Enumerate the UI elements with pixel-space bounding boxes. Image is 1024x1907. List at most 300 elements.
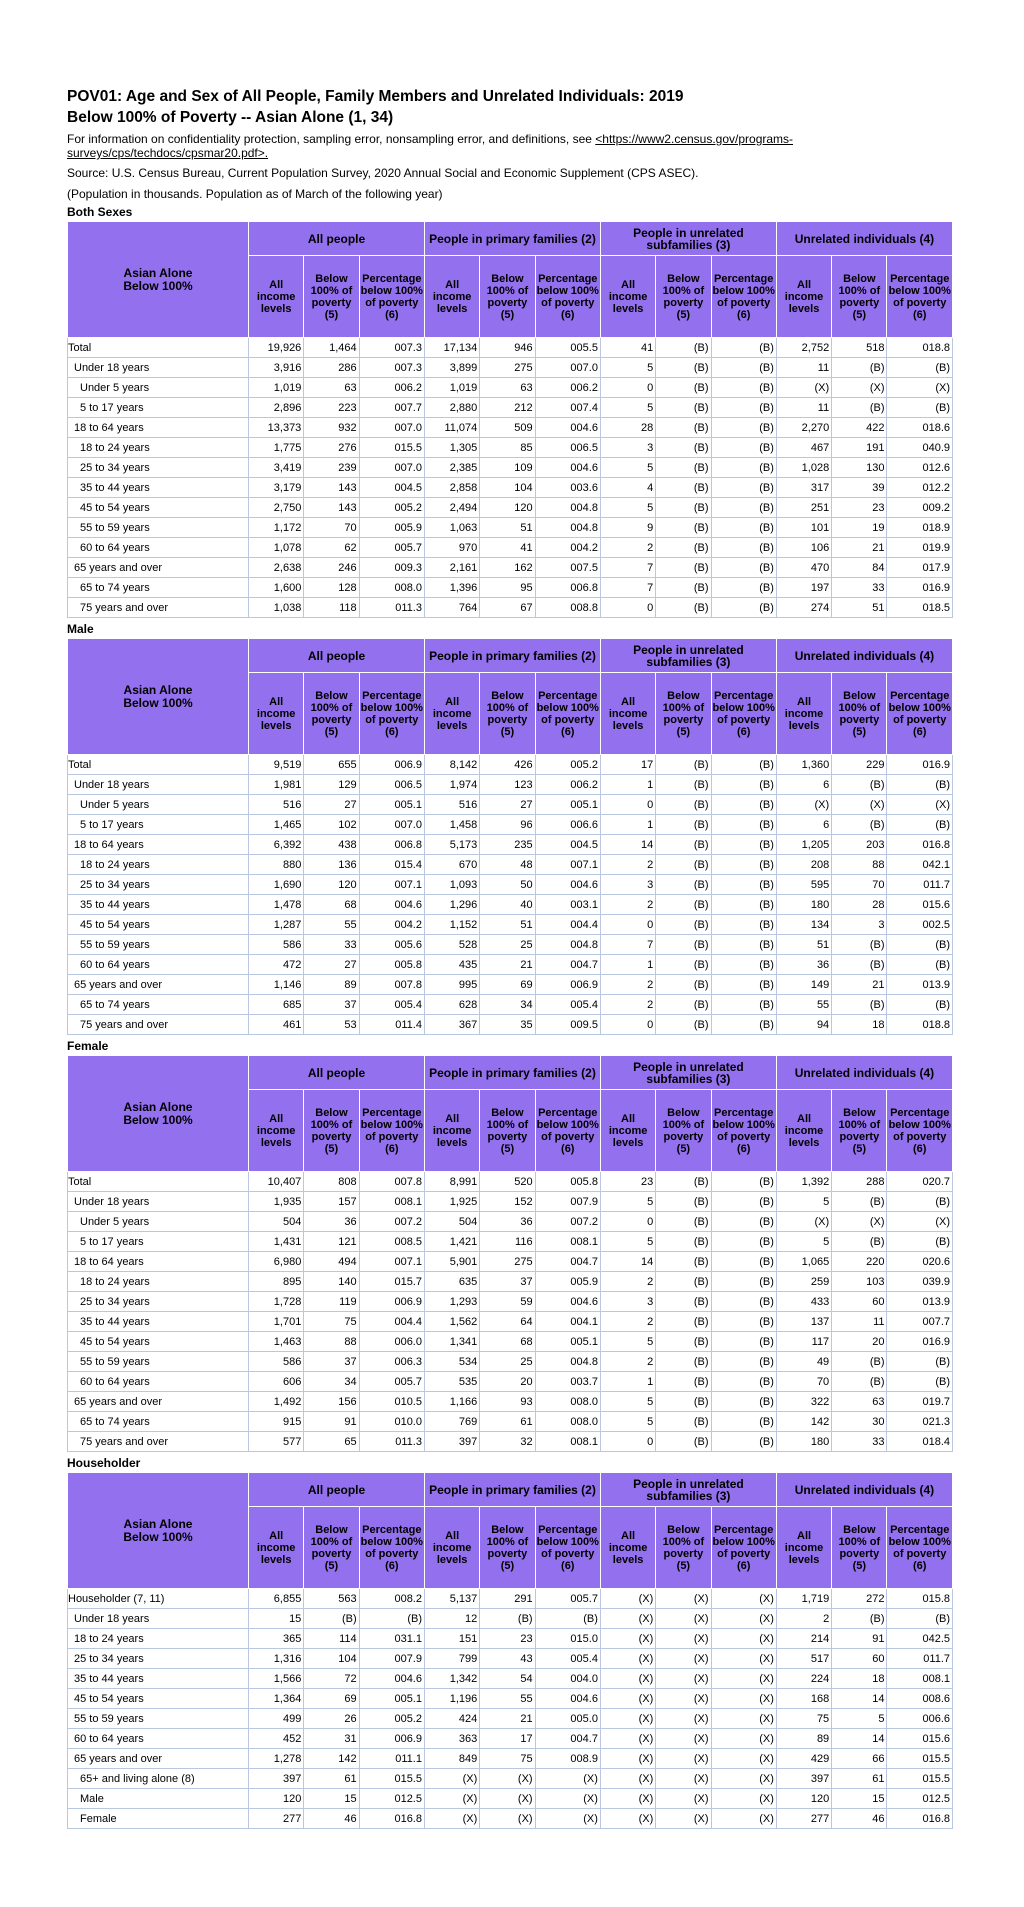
table-cell: 504 — [424, 1212, 479, 1232]
table-cell: 007.9 — [359, 1649, 424, 1669]
table-cell: 435 — [424, 955, 479, 975]
group-header: All people — [249, 639, 425, 673]
table-cell: 006.3 — [359, 1352, 424, 1372]
table-cell: (B) — [656, 398, 711, 418]
table-cell: (B) — [887, 935, 953, 955]
table-row — [68, 1352, 953, 1372]
table-cell: 2,494 — [424, 498, 479, 518]
table-cell: 528 — [424, 935, 479, 955]
table-cell: (B) — [535, 1609, 600, 1629]
table-cell: (B) — [711, 935, 776, 955]
table-cell: 104 — [304, 1649, 359, 1669]
techdocs-link[interactable]: <https://www2.census.gov/programs-surveys/cps/techdocs/cpsmar20.pdf>. — [67, 132, 794, 160]
table-cell: 006.2 — [359, 378, 424, 398]
table-cell: 2 — [600, 995, 655, 1015]
table-cell: 007.2 — [535, 1212, 600, 1232]
table-cell: 005.2 — [359, 1709, 424, 1729]
table-cell: 85 — [480, 438, 535, 458]
table-cell: 015.5 — [887, 1769, 953, 1789]
column-header: All income levels — [424, 256, 479, 338]
table-cell: 142 — [304, 1749, 359, 1769]
table-cell: 0 — [600, 1432, 655, 1452]
table-cell: 53 — [304, 1015, 359, 1035]
table-row — [68, 498, 953, 518]
table-row — [68, 1412, 953, 1432]
row-label: 5 to 17 years — [68, 815, 249, 835]
table-cell: 41 — [480, 538, 535, 558]
table-cell: 005.1 — [359, 795, 424, 815]
table-cell: 251 — [776, 498, 831, 518]
table-cell: 018.6 — [887, 418, 953, 438]
table-cell: (X) — [711, 1789, 776, 1809]
table-cell: (B) — [887, 358, 953, 378]
table-cell: 102 — [304, 815, 359, 835]
table-cell: 66 — [832, 1749, 887, 1769]
table-row — [68, 1372, 953, 1392]
table-cell: 130 — [832, 458, 887, 478]
table-cell: 140 — [304, 1272, 359, 1292]
table-row — [68, 895, 953, 915]
table-cell: 005.5 — [535, 338, 600, 358]
table-cell: 015.4 — [359, 855, 424, 875]
table-cell: 397 — [776, 1769, 831, 1789]
table-cell: 2,880 — [424, 398, 479, 418]
table-cell: (B) — [711, 438, 776, 458]
row-label: 35 to 44 years — [68, 1312, 249, 1332]
table-cell: (B) — [656, 458, 711, 478]
table-cell: 1,166 — [424, 1392, 479, 1412]
column-header: Below 100% of poverty (5) — [480, 256, 535, 338]
table-cell: 426 — [480, 755, 535, 775]
table-cell: (B) — [711, 1252, 776, 1272]
table-cell: 136 — [304, 855, 359, 875]
table-cell: (B) — [832, 815, 887, 835]
table-cell: 17 — [480, 1729, 535, 1749]
table-cell: 005.2 — [359, 498, 424, 518]
header-group-row — [68, 639, 953, 673]
table-cell: (X) — [600, 1649, 655, 1669]
group-header: All people — [249, 222, 425, 256]
table-cell: 018.8 — [887, 1015, 953, 1035]
table-cell: (B) — [656, 1432, 711, 1452]
group-header: People in primary families (2) — [424, 222, 600, 256]
table-cell: (B) — [711, 1192, 776, 1212]
table-cell: 20 — [832, 1332, 887, 1352]
table-cell: 004.4 — [359, 1312, 424, 1332]
table-cell: 21 — [832, 975, 887, 995]
table-cell: 016.9 — [887, 578, 953, 598]
table-cell: 009.3 — [359, 558, 424, 578]
table-cell: 015.6 — [887, 895, 953, 915]
table-cell: (X) — [424, 1809, 479, 1829]
table-cell: 1,028 — [776, 458, 831, 478]
table-cell: 004.2 — [535, 538, 600, 558]
table-cell: (X) — [656, 1609, 711, 1629]
table-cell: (X) — [832, 378, 887, 398]
column-header: Below 100% of poverty (5) — [304, 1507, 359, 1589]
table-cell: 005.4 — [535, 1649, 600, 1669]
column-header: All income levels — [424, 673, 479, 755]
table-cell: 006.9 — [359, 1729, 424, 1749]
table-cell: (B) — [656, 795, 711, 815]
table-cell: 1,364 — [249, 1689, 304, 1709]
column-header: Below 100% of poverty (5) — [480, 1090, 535, 1172]
column-header: All income levels — [600, 1090, 655, 1172]
table-cell: 3,916 — [249, 358, 304, 378]
table-cell: 117 — [776, 1332, 831, 1352]
table-cell: 114 — [304, 1629, 359, 1649]
table-row — [68, 538, 953, 558]
table-cell: (B) — [711, 558, 776, 578]
column-header: All income levels — [249, 256, 304, 338]
table-cell: 214 — [776, 1629, 831, 1649]
row-label: 55 to 59 years — [68, 518, 249, 538]
table-cell: 015.5 — [887, 1749, 953, 1769]
table-row — [68, 815, 953, 835]
table-cell: 151 — [424, 1629, 479, 1649]
column-header: Percentage below 100% of poverty (6) — [535, 1507, 600, 1589]
table-cell: 1,935 — [249, 1192, 304, 1212]
table-cell: 4 — [600, 478, 655, 498]
table-cell: (B) — [656, 835, 711, 855]
table-cell: 2,896 — [249, 398, 304, 418]
table-cell: 25 — [480, 935, 535, 955]
table-cell: 007.3 — [359, 358, 424, 378]
table-cell: 004.6 — [359, 895, 424, 915]
table-cell: 55 — [304, 915, 359, 935]
table-cell: 1,566 — [249, 1669, 304, 1689]
table-cell: 0 — [600, 795, 655, 815]
table-cell: 1,293 — [424, 1292, 479, 1312]
table-cell: 36 — [304, 1212, 359, 1232]
row-label: 18 to 64 years — [68, 835, 249, 855]
column-header: Below 100% of poverty (5) — [480, 673, 535, 755]
table-cell: (B) — [656, 815, 711, 835]
row-label: 25 to 34 years — [68, 458, 249, 478]
table-cell: 7 — [600, 578, 655, 598]
row-label: Householder (7, 11) — [68, 1589, 249, 1609]
table-cell: 042.5 — [887, 1629, 953, 1649]
table-cell: (B) — [656, 498, 711, 518]
table-cell: 69 — [304, 1689, 359, 1709]
table-cell: 1,981 — [249, 775, 304, 795]
table-cell: 015.6 — [887, 1729, 953, 1749]
table-cell: (X) — [600, 1589, 655, 1609]
table-cell: 504 — [249, 1212, 304, 1232]
table-cell: (B) — [711, 955, 776, 975]
table-cell: (X) — [600, 1709, 655, 1729]
table-cell: 499 — [249, 1709, 304, 1729]
table-cell: 006.0 — [359, 1332, 424, 1352]
table-row — [68, 1272, 953, 1292]
column-header: Percentage below 100% of poverty (6) — [359, 256, 424, 338]
table-cell: (B) — [887, 955, 953, 975]
table-cell: 008.0 — [359, 578, 424, 598]
table-cell: 6,855 — [249, 1589, 304, 1609]
table-cell: (B) — [711, 975, 776, 995]
table-cell: 005.9 — [359, 518, 424, 538]
table-cell: 018.9 — [887, 518, 953, 538]
table-cell: 1 — [600, 1372, 655, 1392]
table-cell: (B) — [711, 418, 776, 438]
table-cell: 946 — [480, 338, 535, 358]
table-cell: 031.1 — [359, 1629, 424, 1649]
table-cell: 0 — [600, 598, 655, 618]
table-cell: 1,341 — [424, 1332, 479, 1352]
table-cell: 9,519 — [249, 755, 304, 775]
table-cell: 517 — [776, 1649, 831, 1669]
table-cell: 14 — [600, 1252, 655, 1272]
table-cell: 128 — [304, 578, 359, 598]
table-cell: 007.8 — [359, 975, 424, 995]
table-row — [68, 1192, 953, 1212]
header-group-row — [68, 1056, 953, 1090]
table-cell: 895 — [249, 1272, 304, 1292]
table-cell: 007.7 — [359, 398, 424, 418]
table-cell: 005.7 — [359, 538, 424, 558]
row-label: 55 to 59 years — [68, 1352, 249, 1372]
table-cell: 004.1 — [535, 1312, 600, 1332]
table-cell: (B) — [656, 875, 711, 895]
table-cell: 68 — [480, 1332, 535, 1352]
table-cell: 40 — [480, 895, 535, 915]
table-cell: (X) — [776, 795, 831, 815]
table-cell: 275 — [480, 1252, 535, 1272]
table-cell: 004.8 — [535, 1352, 600, 1372]
column-header: Percentage below 100% of poverty (6) — [887, 673, 953, 755]
table-cell: (B) — [832, 1609, 887, 1629]
table-cell: 1,287 — [249, 915, 304, 935]
table-cell: 004.8 — [535, 935, 600, 955]
table-cell: 246 — [304, 558, 359, 578]
note-text: For information on confidentiality protection, sampling error, nonsampling error, and definitions, see — [67, 132, 596, 146]
column-header: All income levels — [249, 673, 304, 755]
table-cell: 0 — [600, 915, 655, 935]
row-label: 25 to 34 years — [68, 1292, 249, 1312]
table-cell: 34 — [304, 1372, 359, 1392]
table-cell: 91 — [832, 1629, 887, 1649]
table-cell: (X) — [656, 1749, 711, 1769]
table-cell: 019.7 — [887, 1392, 953, 1412]
table-cell: 2,638 — [249, 558, 304, 578]
table-cell: (B) — [656, 775, 711, 795]
table-cell: 1,690 — [249, 875, 304, 895]
table-cell: 162 — [480, 558, 535, 578]
table-cell: (X) — [480, 1809, 535, 1829]
row-label: 25 to 34 years — [68, 1649, 249, 1669]
table-cell: (B) — [656, 895, 711, 915]
table-cell: 006.9 — [535, 975, 600, 995]
table-row — [68, 1232, 953, 1252]
table-cell: (X) — [600, 1669, 655, 1689]
table-cell: 93 — [480, 1392, 535, 1412]
column-header: Percentage below 100% of poverty (6) — [359, 1090, 424, 1172]
table-cell: 5,137 — [424, 1589, 479, 1609]
column-header: All income levels — [776, 673, 831, 755]
table-row — [68, 438, 953, 458]
table-cell: 75 — [304, 1312, 359, 1332]
table-cell: (B) — [711, 1292, 776, 1312]
table-cell: (X) — [776, 1212, 831, 1232]
table-cell: 365 — [249, 1629, 304, 1649]
table-cell: 004.8 — [535, 498, 600, 518]
table-cell: 104 — [480, 478, 535, 498]
table-cell: 007.3 — [359, 338, 424, 358]
table-cell: (B) — [711, 1352, 776, 1372]
table-cell: 33 — [832, 1432, 887, 1452]
table-cell: (B) — [304, 1609, 359, 1629]
table-cell: (B) — [832, 775, 887, 795]
table-row — [68, 598, 953, 618]
table-cell: 149 — [776, 975, 831, 995]
table-cell: 84 — [832, 558, 887, 578]
row-label: 35 to 44 years — [68, 478, 249, 498]
table-cell: 020.6 — [887, 1252, 953, 1272]
table-cell: 1,463 — [249, 1332, 304, 1352]
table-cell: 7 — [600, 558, 655, 578]
table-cell: 70 — [776, 1372, 831, 1392]
table-cell: 33 — [304, 935, 359, 955]
table-cell: 007.9 — [535, 1192, 600, 1212]
table-cell: 003.6 — [535, 478, 600, 498]
row-label: 5 to 17 years — [68, 398, 249, 418]
table-cell: 106 — [776, 538, 831, 558]
stub-header: Asian Alone Below 100% — [68, 222, 249, 338]
table-cell: 006.8 — [535, 578, 600, 598]
column-header: Percentage below 100% of poverty (6) — [711, 1507, 776, 1589]
table-cell: (B) — [711, 538, 776, 558]
table-cell: 595 — [776, 875, 831, 895]
table-cell: 422 — [832, 418, 887, 438]
table-cell: 008.1 — [887, 1669, 953, 1689]
table-cell: 259 — [776, 1272, 831, 1292]
table-cell: (B) — [359, 1609, 424, 1629]
table-cell: (X) — [711, 1769, 776, 1789]
table-cell: 274 — [776, 598, 831, 618]
table-cell: 635 — [424, 1272, 479, 1292]
table-cell: (X) — [711, 1809, 776, 1829]
row-label: 65 to 74 years — [68, 1412, 249, 1432]
table-cell: 2,161 — [424, 558, 479, 578]
table-both-sexes — [67, 221, 953, 618]
table-cell: 88 — [304, 1332, 359, 1352]
column-header: Below 100% of poverty (5) — [656, 673, 711, 755]
table-cell: 14 — [832, 1729, 887, 1749]
row-label: 65 years and over — [68, 975, 249, 995]
table-cell: (X) — [535, 1769, 600, 1789]
table-cell: 65 — [304, 1432, 359, 1452]
table-cell: 54 — [480, 1669, 535, 1689]
table-cell: 9 — [600, 518, 655, 538]
table-cell: 11 — [776, 398, 831, 418]
table-cell: 288 — [832, 1172, 887, 1192]
table-cell: 143 — [304, 478, 359, 498]
table-cell: 137 — [776, 1312, 831, 1332]
column-header: All income levels — [600, 256, 655, 338]
table-cell: (B) — [711, 895, 776, 915]
table-cell: 016.8 — [887, 835, 953, 855]
table-cell: (X) — [832, 1212, 887, 1232]
table-cell: 461 — [249, 1015, 304, 1035]
table-row — [68, 955, 953, 975]
table-cell: 3,899 — [424, 358, 479, 378]
table-cell: 1,465 — [249, 815, 304, 835]
row-label: 55 to 59 years — [68, 1709, 249, 1729]
group-header: People in unrelated subfamilies (3) — [600, 222, 776, 256]
table-cell: 23 — [832, 498, 887, 518]
table-cell: (B) — [656, 1312, 711, 1332]
table-cell: (X) — [887, 378, 953, 398]
column-header: Below 100% of poverty (5) — [656, 1090, 711, 1172]
table-cell: (B) — [711, 478, 776, 498]
table-cell: 3 — [832, 915, 887, 935]
table-cell: 764 — [424, 598, 479, 618]
row-label: 45 to 54 years — [68, 498, 249, 518]
table-cell: 011.7 — [887, 875, 953, 895]
table-cell: 41 — [600, 338, 655, 358]
table-cell: 5 — [600, 1192, 655, 1212]
table-cell: 1,342 — [424, 1669, 479, 1689]
table-cell: 35 — [480, 1015, 535, 1035]
table-cell: (B) — [656, 1272, 711, 1292]
table-cell: 3 — [600, 875, 655, 895]
table-cell: 1,775 — [249, 438, 304, 458]
table-cell: 8,991 — [424, 1172, 479, 1192]
row-label: 18 to 64 years — [68, 1252, 249, 1272]
table-cell: 2 — [600, 1272, 655, 1292]
table-cell: 008.5 — [359, 1232, 424, 1252]
table-cell: 88 — [832, 855, 887, 875]
page-title-line2: Below 100% of Poverty -- Asian Alone (1, 34) — [67, 109, 394, 126]
table-row — [68, 578, 953, 598]
table-cell: (B) — [832, 955, 887, 975]
table-cell: (B) — [711, 755, 776, 775]
table-cell: (B) — [711, 498, 776, 518]
table-cell: 004.8 — [535, 518, 600, 538]
table-cell: (X) — [600, 1609, 655, 1629]
table-cell: 1,396 — [424, 578, 479, 598]
table-cell: 224 — [776, 1669, 831, 1689]
table-cell: 15 — [832, 1789, 887, 1809]
table-cell: 2,385 — [424, 458, 479, 478]
row-label: 65 years and over — [68, 1749, 249, 1769]
table-cell: 006.6 — [887, 1709, 953, 1729]
table-cell: 129 — [304, 775, 359, 795]
table-cell: 012.5 — [359, 1789, 424, 1809]
table-cell: 1,152 — [424, 915, 479, 935]
table-cell: (B) — [887, 995, 953, 1015]
table-cell: 467 — [776, 438, 831, 458]
group-header: People in primary families (2) — [424, 1473, 600, 1507]
table-cell: 14 — [600, 835, 655, 855]
table-cell: (X) — [887, 795, 953, 815]
table-cell: 429 — [776, 1749, 831, 1769]
table-cell: 61 — [304, 1769, 359, 1789]
table-cell: 016.9 — [887, 755, 953, 775]
table-cell: 004.7 — [535, 1252, 600, 1272]
table-cell: 1,078 — [249, 538, 304, 558]
table-cell: 006.5 — [359, 775, 424, 795]
row-label: 45 to 54 years — [68, 1332, 249, 1352]
table-cell: (B) — [656, 1412, 711, 1432]
table-cell: 208 — [776, 855, 831, 875]
table-cell: (B) — [711, 775, 776, 795]
table-cell: 670 — [424, 855, 479, 875]
column-header: Below 100% of poverty (5) — [832, 1090, 887, 1172]
table-cell: 120 — [304, 875, 359, 895]
section-label-householder: Householder — [67, 1456, 141, 1470]
table-row — [68, 915, 953, 935]
